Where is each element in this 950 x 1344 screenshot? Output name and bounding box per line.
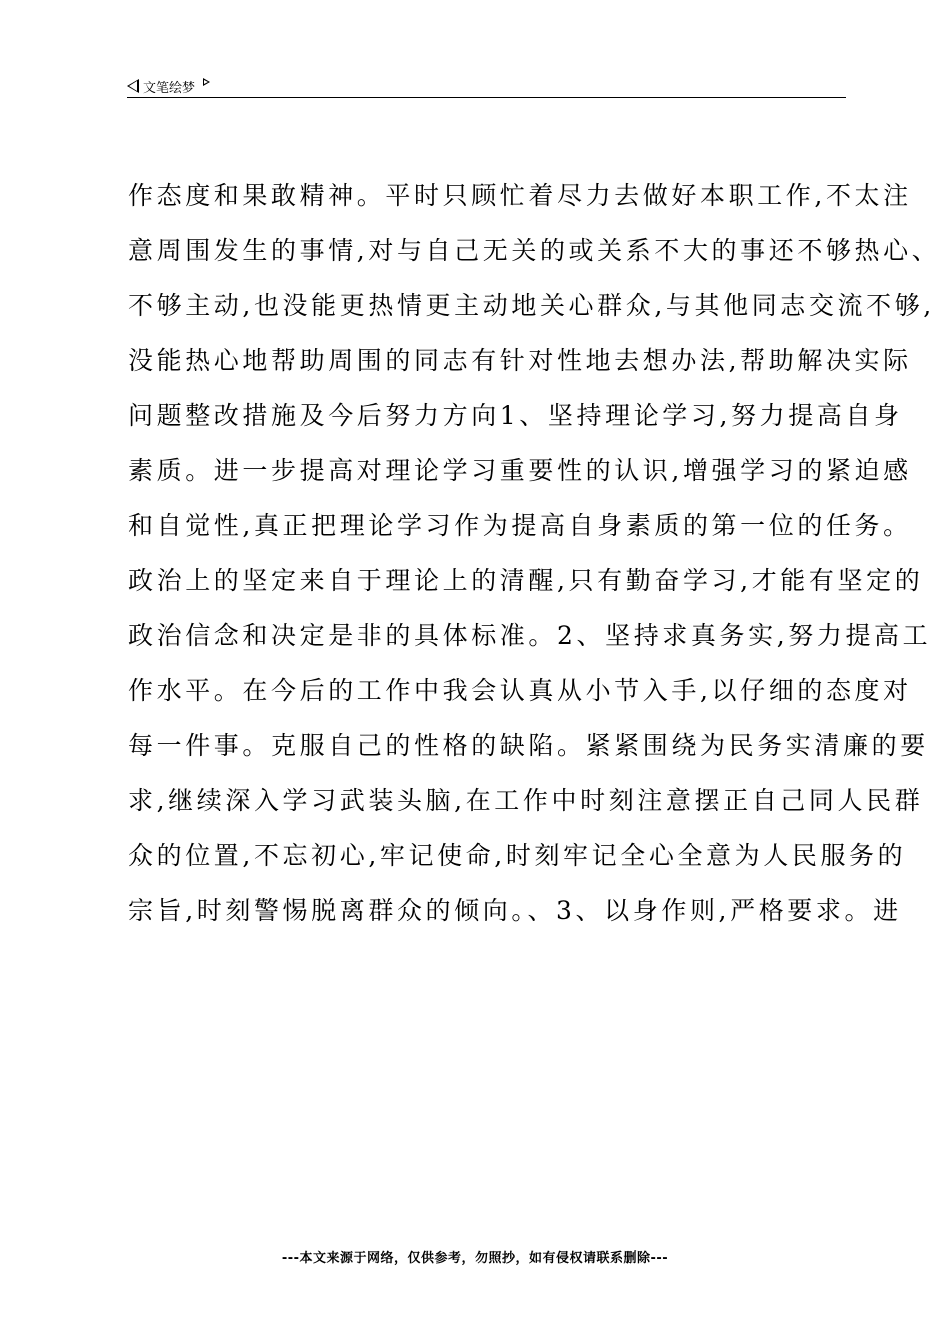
triangle-left-icon (127, 79, 139, 93)
text-line: 和自觉性,真正把理论学习作为提高自身素质的第一位的任务。 (128, 511, 912, 540)
header-divider (127, 97, 846, 98)
text-line: 每一件事。克服自己的性格的缺陷。紧紧围绕为民务实清廉的要 (128, 731, 929, 760)
text-line: 作态度和果敢精神。平时只顾忙着尽力去做好本职工作,不太注 (128, 181, 912, 210)
text-line: 政治上的坚定来自于理论上的清醒,只有勤奋学习,才能有坚定的 (128, 566, 924, 595)
text-line: 求,继续深入学习武装头脑,在工作中时刻注意摆正自己同人民群 (128, 786, 924, 815)
header-title: 文笔绘梦 (143, 80, 196, 96)
text-line: 素质。进一步提高对理论学习重要性的认识,增强学习的紧迫感 (128, 456, 912, 485)
document-body (128, 176, 941, 946)
text-line: 作水平。在今后的工作中我会认真从小节入手,以仔细的态度对 (128, 676, 912, 705)
triangle-right-icon (203, 78, 210, 86)
text-line: 众的位置,不忘初心,牢记使命,时刻牢记全心全意为人民服务的 (128, 841, 907, 870)
text-line: 意周围发生的事情,对与自己无关的或关系不大的事还不够热心、 (128, 236, 941, 265)
page-header (127, 74, 846, 98)
text-line: 政治信念和决定是非的具体标准。2、坚持求真务实,努力提高工 (128, 621, 932, 650)
page-footer: ---本文来源于网络，仅供参考，勿照抄，如有侵权请联系删除--- (281, 1251, 669, 1266)
text-line: 问题整改措施及今后努力方向1、坚持理论学习,努力提高自身 (128, 401, 903, 430)
text-line: 不够主动,也没能更热情更主动地关心群众,与其他同志交流不够, (128, 291, 935, 320)
text-line: 没能热心地帮助周围的同志有针对性地去想办法,帮助解决实际 (128, 346, 912, 375)
text-line: 宗旨,时刻警惕脱离群众的倾向。、3、以身作则,严格要求。进 (128, 896, 902, 925)
